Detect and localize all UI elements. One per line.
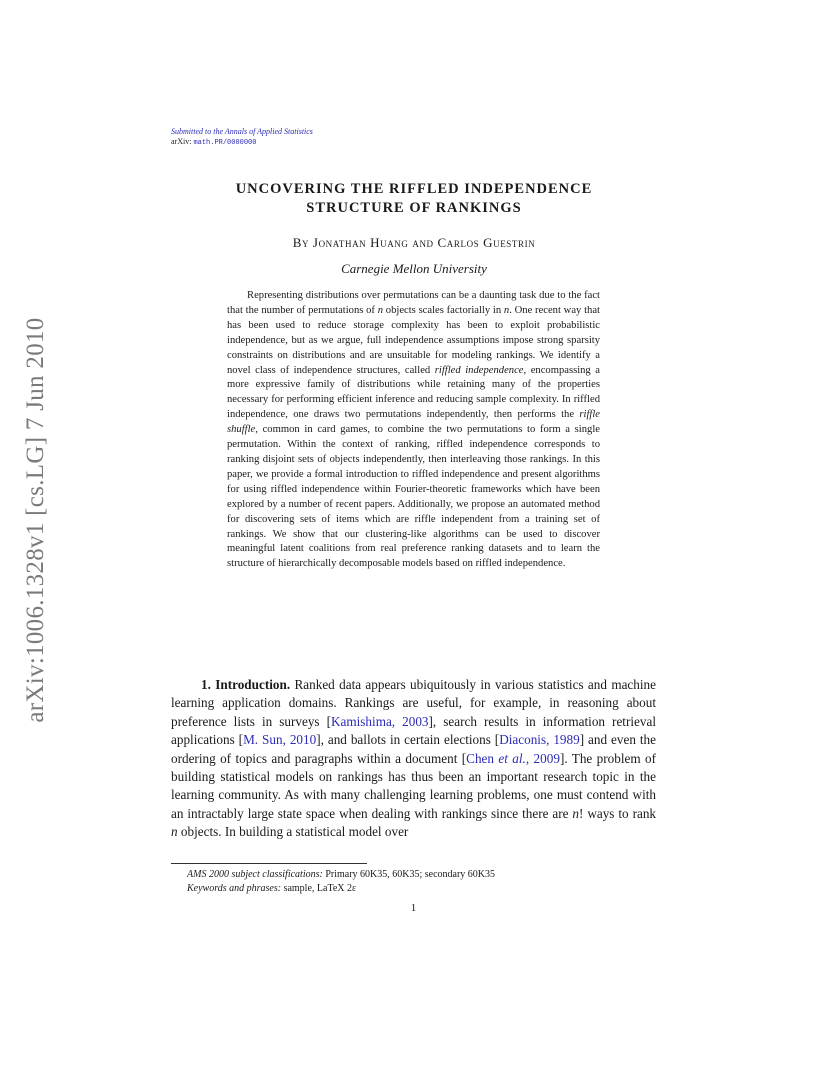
- title-line-1: UNCOVERING THE RIFFLED INDEPENDENCE: [235, 181, 593, 197]
- arxiv-prefix: arXiv:: [171, 137, 192, 146]
- body-text: ! ways to rank: [579, 805, 657, 821]
- footnote-label: Keywords and phrases:: [187, 883, 282, 894]
- emphasis: riffled independence: [434, 364, 524, 376]
- abstract: [227, 289, 600, 572]
- math-n: n: [377, 304, 384, 316]
- arxiv-side-stamp: arXiv:1006.1328v1 [cs.LG] 7 Jun 2010: [22, 317, 49, 723]
- math-n: n: [503, 304, 510, 316]
- authors: By Jonathan Huang and Carlos Guestrin: [292, 235, 536, 250]
- footnote-value: Primary 60K35, 60K35; secondary 60K35: [322, 869, 496, 880]
- intro-paragraph: [171, 676, 656, 842]
- arxiv-code-link[interactable]: math.PR/0000000: [193, 139, 257, 147]
- abstract-text: , encompassing a more expressive family of distributions while retaining many of the properties necessary for performing efficient inference and reducing sample complexity. In riffled independence, one draws two permutations independently, then performs the: [227, 364, 601, 421]
- keywords: [171, 882, 656, 896]
- body-text: ] and even the ordering of topics and paragraphs within a document [: [171, 732, 657, 766]
- abstract-paragraph: [227, 289, 600, 572]
- submitted-note: Submitted to the Annals of Applied Statistics: [171, 127, 313, 136]
- section-heading: 1. Introduction.: [201, 677, 291, 692]
- abstract-text: objects scales factorially in: [383, 304, 504, 316]
- citation-link[interactable]: Kamishima, 2003: [331, 713, 429, 729]
- arxiv-identifier: [171, 137, 256, 148]
- body-text: Ranked data appears ubiquitously in various statistics and machine learning application domains. Rankings are useful, for example, in reasoning about preference lists in surveys [: [171, 677, 656, 729]
- body-text: ], and ballots in certain elections [: [316, 732, 500, 748]
- paper-title: [171, 180, 657, 218]
- math-n: n: [572, 805, 580, 821]
- footnotes: [171, 868, 656, 896]
- footnote-value: sample, LaTeX 2ε: [281, 883, 357, 894]
- citation-year[interactable]: , 2009: [525, 750, 560, 766]
- abstract-text: . One recent way that has been used to reduce storage complexity has been to exploit probabilistic independence, but as we argue, full independence assumptions impose strong sparsity constraints on distributions and are unsuitable for modeling rankings. We identify a novel class of independence structures, called: [227, 304, 600, 376]
- math-n: n: [171, 824, 178, 840]
- abstract-text: , common in card games, to combine the two permutations to form a single permutation. Within the context of ranking, riffled independence corresponds to ranking disjoint sets of objects independently, then interleaving those rankings. In this paper, we provide a formal introduction to riffled independence and present algorithms for using riffled independence within Fourier-theoretic frameworks which have been explored by a number of recent papers. Additionally, we propose an automated method for discovering sets of items which are riffle independent from a training set of rankings. We show that our clustering-like algorithms can be used to discover meaningful latent coalitions from real preference ranking datasets and to learn the structure of hierarchically decomposable models based on riffled independence.: [227, 424, 600, 570]
- ams-classification: [171, 868, 656, 882]
- footnote-rule: [171, 863, 367, 864]
- body-text: ], search results in information retrieval applications [: [171, 713, 656, 748]
- introduction-section: [171, 676, 656, 842]
- body-text: ]. The problem of building statistical models on rankings has thus been an important research topic in the learning community. As with many challenging learning problems, one must contend with an intractably large state space when dealing with rankings since there are: [171, 750, 657, 821]
- citation-link[interactable]: [466, 751, 560, 766]
- title-line-2: STRUCTURE OF RANKINGS: [306, 200, 522, 216]
- page-number: 1: [410, 902, 417, 914]
- citation-link[interactable]: Diaconis, 1989: [499, 732, 580, 748]
- citation-link[interactable]: M. Sun, 2010: [243, 732, 317, 748]
- affiliation: Carnegie Mellon University: [341, 261, 487, 276]
- abstract-text: Representing distributions over permutations can be a daunting task due to the fact that the number of permutations of: [227, 290, 600, 316]
- citation-author[interactable]: Chen: [466, 750, 499, 766]
- emphasis: riffle shuffle: [227, 409, 600, 436]
- body-text: objects. In building a statistical model over: [177, 824, 409, 840]
- footnote-label: AMS 2000 subject classifications:: [187, 869, 323, 880]
- citation-etal[interactable]: et al.: [498, 750, 526, 766]
